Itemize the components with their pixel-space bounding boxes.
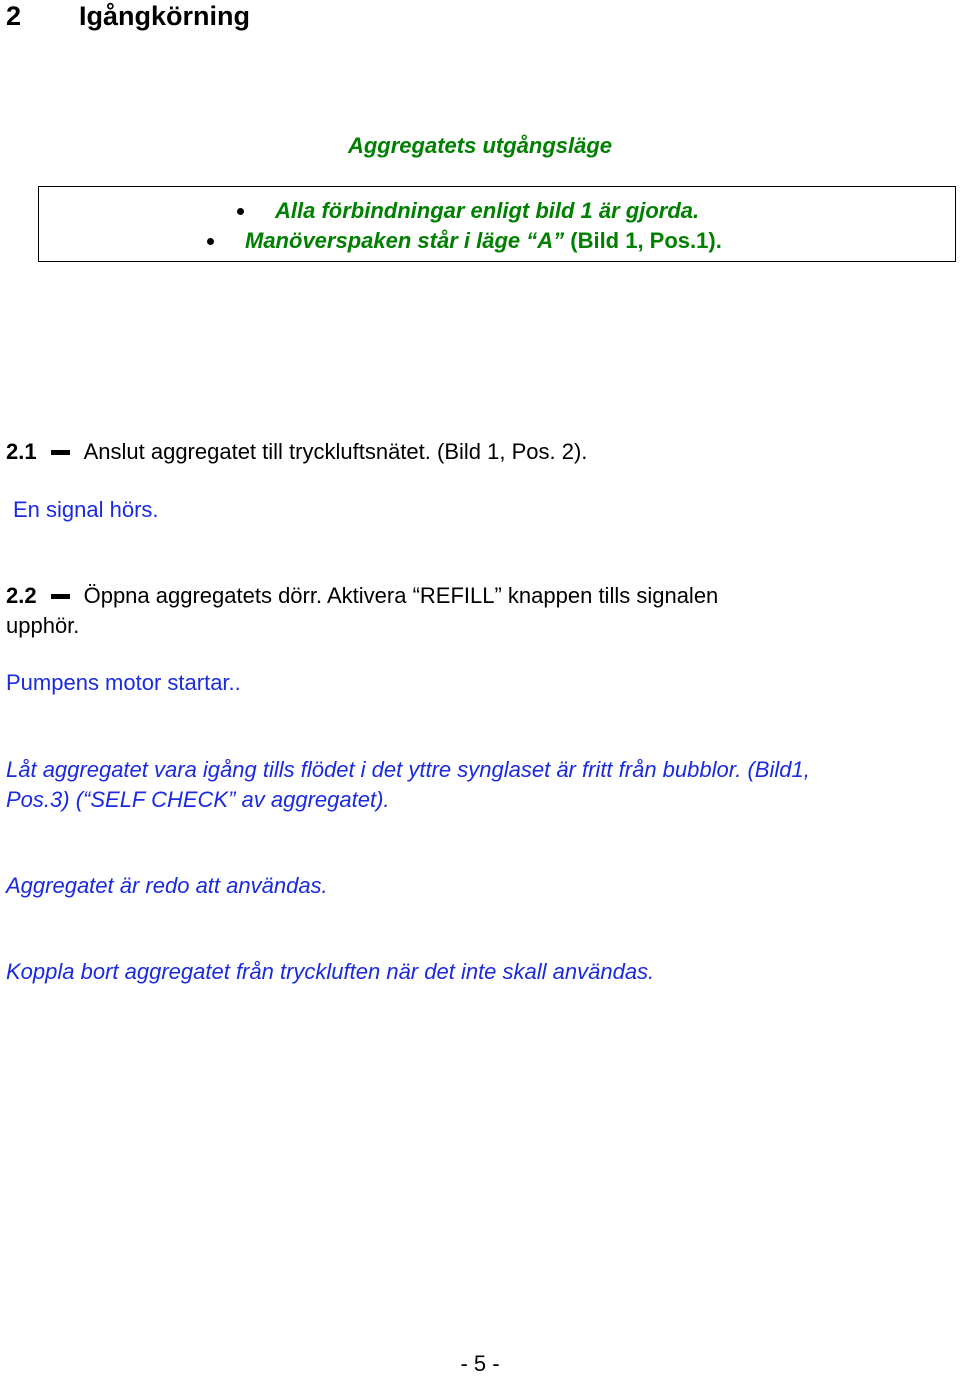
list-item: [39, 197, 955, 225]
paragraph-1-line-1: Låt aggregatet vara igång tills flödet i det yttre synglaset är fritt från bubblor. (Bild1,: [6, 757, 810, 782]
paragraph-3: Koppla bort aggregatet från tryckluften när det inte skall användas.: [6, 959, 655, 984]
step-2-1: [6, 438, 587, 466]
paragraph-2: Aggregatet är redo att användas.: [6, 873, 328, 898]
step-2-1-note: En signal hörs.: [13, 497, 159, 522]
bullet-icon: [207, 238, 214, 245]
paragraph-1-line-2: Pos.3) (“SELF CHECK” av aggregatet).: [6, 787, 390, 812]
list-item-text: Manöverspaken står i läge “A” (Bild 1, Pos.1).: [245, 228, 722, 253]
bullet-icon: [237, 208, 244, 215]
step-number: 2.1: [6, 439, 37, 464]
step-text: Öppna aggregatets dörr. Aktivera “REFILL” knappen tills signalen: [83, 583, 719, 608]
section-number: 2: [6, 1, 22, 31]
step-2-2-continued: upphör.: [6, 613, 80, 638]
step-2-2-note: Pumpens motor startar..: [6, 670, 241, 695]
list-item-text: Alla förbindningar enligt bild 1 är gjorda.: [275, 198, 700, 223]
dash-icon: [51, 594, 70, 599]
list-item: [39, 227, 955, 255]
step-text: Anslut aggregatet till tryckluftsnätet. (Bild 1, Pos. 2).: [83, 439, 588, 464]
precondition-box: [38, 186, 956, 262]
step-number: 2.2: [6, 583, 37, 608]
section-title: Igångkörning: [79, 1, 250, 31]
dash-icon: [51, 450, 70, 455]
page-number: - 5 -: [460, 1351, 500, 1376]
step-2-2: [6, 582, 718, 610]
subheading: Aggregatets utgångsläge: [347, 133, 613, 158]
